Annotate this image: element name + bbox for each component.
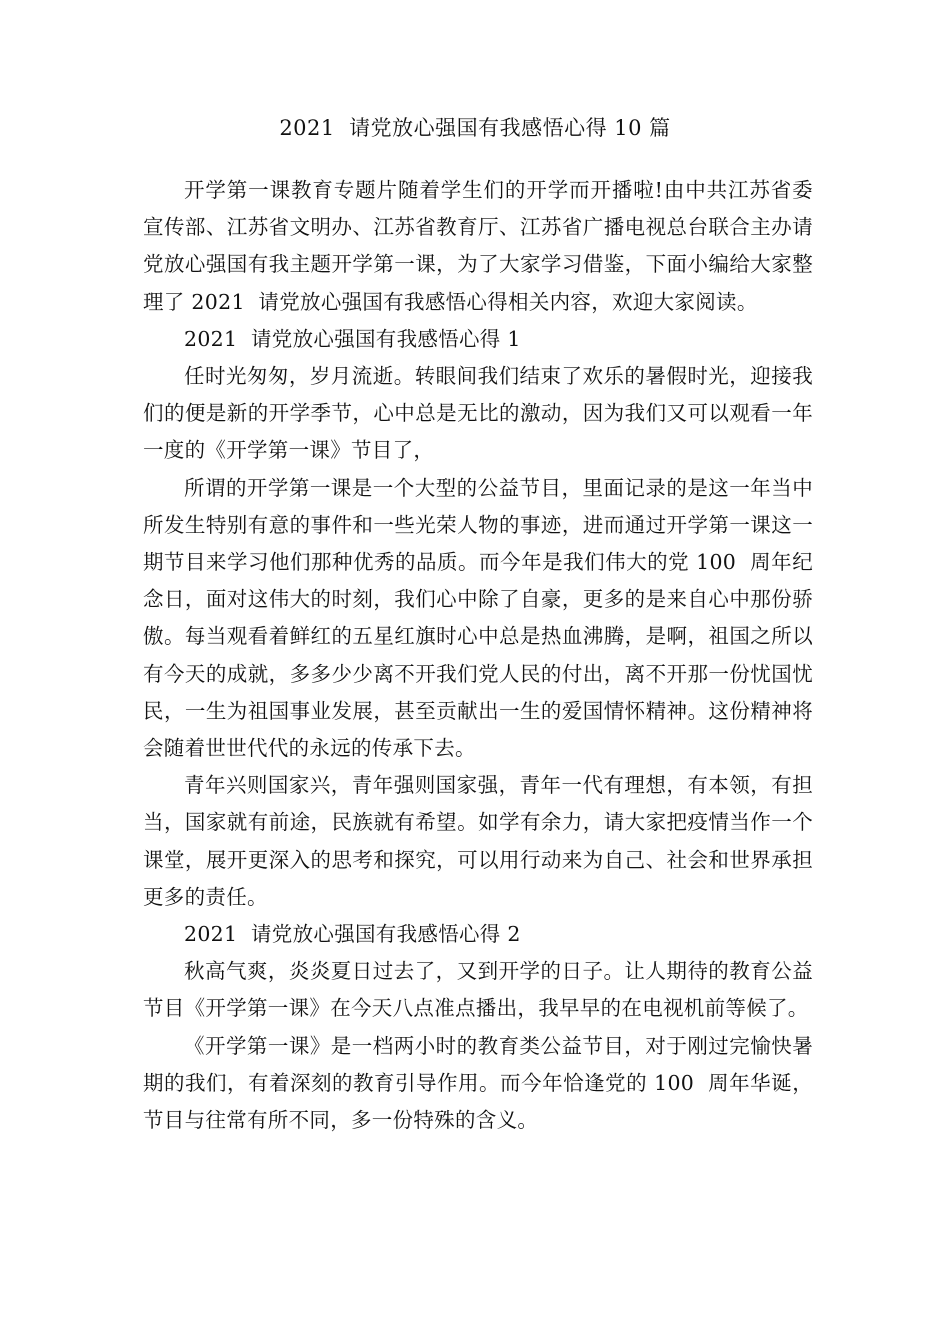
section-heading-1: 2021 请党放心强国有我感悟心得 1 bbox=[184, 326, 521, 351]
intro-paragraph: 开学第一课教育专题片随着学生们的开学而开播啦!由中共江苏省委宣传部、江苏省文明办、江苏省教育厅、江苏省广播电视总台联合主办请党放心强国有我主题开学第一课，为了大家学习借鉴，下面小编给大家整理了 2021 请党放心强国有我感悟心得相关内容，欢迎大家阅读。 bbox=[143, 178, 813, 314]
paragraph: 所谓的开学第一课是一个大型的公益节目，里面记录的是这一年当中所发生特别有意的事件和一些光荣人物的事迹，进而通过开学第一课这一期节目来学习他们那种优秀的品质。而今年是我们伟大的党 100 周年纪念日，面对这伟大的时刻，我们心中除了自豪，更多的是来自心中那份骄傲。每当观看着鲜红的五星红旗时心中总是热血沸腾，是啊，祖国之所以有今天的成就，多多少少离不开我们党人民的付出，离不开那一份忧国忧民，一生为祖国事业发展，甚至贡献出一生的爱国情怀精神。这份精神将会随着世世代代的永远的传承下去。 bbox=[143, 475, 813, 761]
paragraph: 青年兴则国家兴，青年强则国家强，青年一代有理想，有本领，有担当，国家就有前途，民族就有希望。如学有余力，请大家把疫情当作一个课堂，展开更深入的思考和探究，可以用行动来为自己、社会和世界承担更多的责任。 bbox=[143, 773, 813, 909]
paragraph: 秋高气爽，炎炎夏日过去了，又到开学的日子。让人期待的教育公益节目《开学第一课》在今天八点准点播出，我早早的在电视机前等候了。 bbox=[143, 959, 813, 1021]
section-heading-2: 2021 请党放心强国有我感悟心得 2 bbox=[184, 922, 521, 947]
paragraph: 《开学第一课》是一档两小时的教育类公益节目，对于刚过完愉快暑期的我们，有着深刻的教育引导作用。而今年恰逢党的 100 周年华诞，节目与往常有所不同，多一份特殊的含义。 bbox=[143, 1033, 813, 1133]
paragraph: 任时光匆匆，岁月流逝。转眼间我们结束了欢乐的暑假时光，迎接我们的便是新的开学季节，心中总是无比的激动，因为我们又可以观看一年一度的《开学第一课》节目了， bbox=[143, 364, 813, 463]
document-title: 2021 请党放心强国有我感悟心得 10 篇 bbox=[279, 116, 671, 140]
document-body bbox=[143, 172, 813, 1139]
